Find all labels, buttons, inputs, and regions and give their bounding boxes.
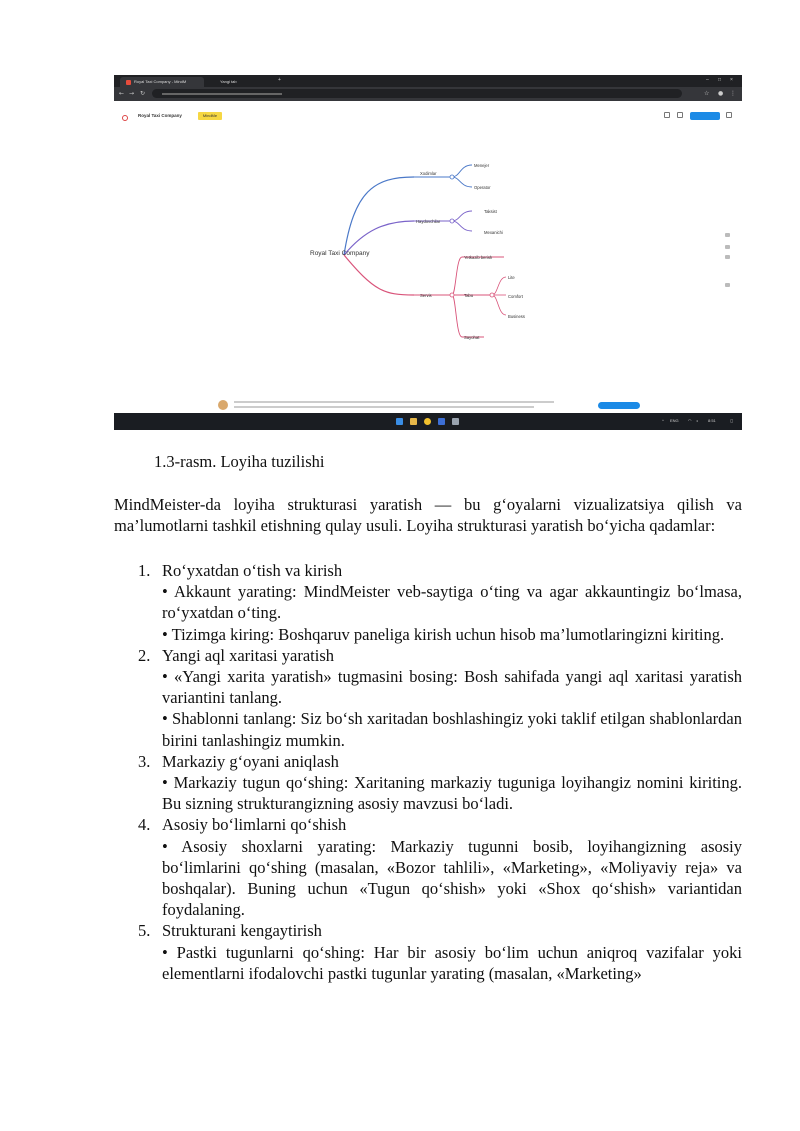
node-haydovchilar: Haydovchilar	[416, 219, 441, 224]
url-text	[162, 93, 282, 95]
browser-tab[interactable]	[206, 77, 276, 87]
notification-icon[interactable]: ◻	[730, 418, 734, 423]
present-icon[interactable]	[677, 112, 683, 118]
browser-tab-title: Yangi tab	[220, 79, 237, 84]
step-item	[114, 645, 742, 751]
plan-badge[interactable]: MindMe	[198, 112, 222, 120]
figure-caption: 1.3-rasm. Loyiha tuzilishi	[154, 452, 325, 471]
history-icon[interactable]	[664, 112, 670, 118]
app-icon[interactable]	[452, 418, 459, 425]
step-item	[114, 560, 742, 645]
node-business: Business	[508, 314, 525, 319]
steps-list	[114, 560, 742, 984]
intro-paragraph: MindMeister-da loyiha strukturasi yaratish — bu g‘oyalarni vizualizatsiya qilish va ma’lumotlarni tashkil etishning qulay usuli. Loyiha strukturasi yaratish bo‘yicha qadamlar:	[114, 495, 742, 536]
zoom-out-icon[interactable]	[725, 245, 730, 249]
tray-language[interactable]: ENG	[670, 418, 679, 423]
step-number: 4.	[138, 815, 151, 835]
node-servis: Servis	[420, 293, 432, 298]
assistant-text	[234, 401, 554, 403]
mindmap-canvas[interactable]	[114, 131, 742, 399]
assistant-button[interactable]	[598, 402, 640, 409]
mindmeister-favicon-icon	[126, 80, 131, 85]
browser-tab[interactable]	[120, 77, 204, 87]
step-item	[114, 814, 742, 920]
app-icon[interactable]	[438, 418, 445, 425]
node-yetkazib-berish: Yetkazib berish	[464, 255, 493, 260]
step-number: 2.	[138, 645, 151, 665]
browser-address-bar	[114, 87, 742, 101]
screenshot-figure	[114, 75, 742, 430]
step-bullet: • Markaziy tugun qo‘shing: Xaritaning markaziy tuguniga loyihangiz nomini kiriting. Bu sizning strukturangizning asosiy mavzusi bo‘ladi.	[162, 773, 742, 814]
profile-icon[interactable]: ●	[718, 90, 724, 97]
step-number: 3.	[138, 751, 151, 771]
windows-start-icon[interactable]	[396, 418, 403, 425]
fit-icon[interactable]	[725, 255, 730, 259]
tray-chevron-icon[interactable]: ^	[662, 418, 664, 423]
mindmeister-header	[114, 101, 742, 131]
reload-icon[interactable]: ↻	[140, 90, 146, 97]
root-node: Royal Taxi Company	[310, 250, 370, 257]
node-operator: Operator	[474, 185, 491, 190]
node-mexanichi: Mexanichi	[484, 230, 503, 235]
volume-icon[interactable]: ◃	[696, 418, 699, 423]
step-title: Ro‘yxatdan o‘tish va kirish	[162, 561, 343, 580]
step-bullet: • Asosiy shoxlarni yarating: Markaziy tugunni bosib, loyihangizning asosiy bo‘limlarini qo‘shing (masalan, «Bozor tahlili», «Marketing», «Moliyaviy reja» va boshqalar). Buning uchun «Tugun qo‘shish» yoki «Shox qo‘shish» variantidan foydalaning.	[162, 836, 742, 920]
browser-menu-icon[interactable]: ⋮	[730, 90, 736, 97]
step-bullet: • Akkaunt yarating: MindMeister veb-saytiga o‘ting va agar akkauntingiz bo‘lmasa, ro‘yxatdan o‘ting.	[162, 582, 742, 623]
node-taksist: Taksist	[484, 209, 497, 214]
tray-clock[interactable]: 8:51	[708, 418, 716, 423]
maximize-icon[interactable]: □	[718, 77, 722, 83]
mindmeister-logo-icon	[122, 115, 128, 121]
export-icon[interactable]	[726, 112, 732, 118]
map-title[interactable]: Royal Taxi Company	[138, 113, 182, 118]
node-xodimlar: Xodimlar	[420, 171, 437, 176]
step-title: Markaziy g‘oyani aniqlash	[162, 751, 339, 771]
browser-tab-bar	[114, 75, 742, 87]
step-item	[114, 920, 742, 984]
url-input[interactable]	[152, 89, 682, 98]
forward-icon[interactable]: →	[129, 90, 135, 97]
bookmark-star-icon[interactable]: ☆	[704, 90, 710, 97]
node-tabu: Tabu	[464, 293, 474, 298]
step-number: 5.	[138, 921, 151, 941]
step-number: 1.	[138, 561, 151, 580]
step-item	[114, 751, 742, 815]
node-menejer: Menejer	[474, 163, 490, 168]
step-bullet: • «Yangi xarita yaratish» tugmasini bosing: Bosh sahifada yangi aql xaritasi yaratish variantini tanlang.	[162, 667, 742, 708]
assistant-avatar	[218, 400, 228, 410]
branch-line-servis	[344, 255, 414, 295]
close-window-icon[interactable]: ×	[730, 77, 733, 83]
step-bullet: • Shablonni tanlang: Siz bo‘sh xaritadan boshlashingiz yoki taklif etilgan shablonlardan birini tanlashingiz mumkin.	[162, 709, 742, 750]
node-lite: Lite	[508, 275, 515, 280]
map-tool-panel	[724, 225, 732, 305]
browser-tab-title: Royal Taxi Company - MindM	[134, 79, 187, 84]
ai-assistant-bar	[114, 397, 742, 413]
file-explorer-icon[interactable]	[410, 418, 417, 425]
new-tab-icon[interactable]: +	[278, 77, 281, 83]
zoom-in-icon[interactable]	[725, 233, 730, 237]
step-bullet: • Pastki tugunlarni qo‘shing: Har bir asosiy bo‘lim uchun aniqroq vazifalar yoki elementlarni ifodalovchi pastki tugunlar yarating (masalan, «Marketing»	[162, 942, 742, 983]
share-button[interactable]	[690, 112, 720, 120]
node-comfort: Comfort	[508, 294, 523, 299]
settings-icon[interactable]	[725, 283, 730, 287]
step-bullet: • Tizimga kiring: Boshqaruv paneliga kirish uchun hisob ma’lumotlaringizni kiriting.	[162, 624, 725, 644]
step-title: Asosiy bo‘limlarni qo‘shish	[162, 815, 347, 835]
back-icon[interactable]: ←	[119, 90, 125, 97]
step-title: Strukturani kengaytirish	[162, 921, 322, 941]
wifi-icon[interactable]: ◠	[688, 418, 692, 423]
node-sayohat: Sayohat	[464, 335, 480, 340]
assistant-text	[234, 406, 534, 408]
step-title: Yangi aql xaritasi yaratish	[162, 645, 335, 665]
minimize-icon[interactable]: –	[706, 77, 709, 83]
chrome-icon[interactable]	[424, 418, 431, 425]
windows-taskbar	[114, 413, 742, 430]
